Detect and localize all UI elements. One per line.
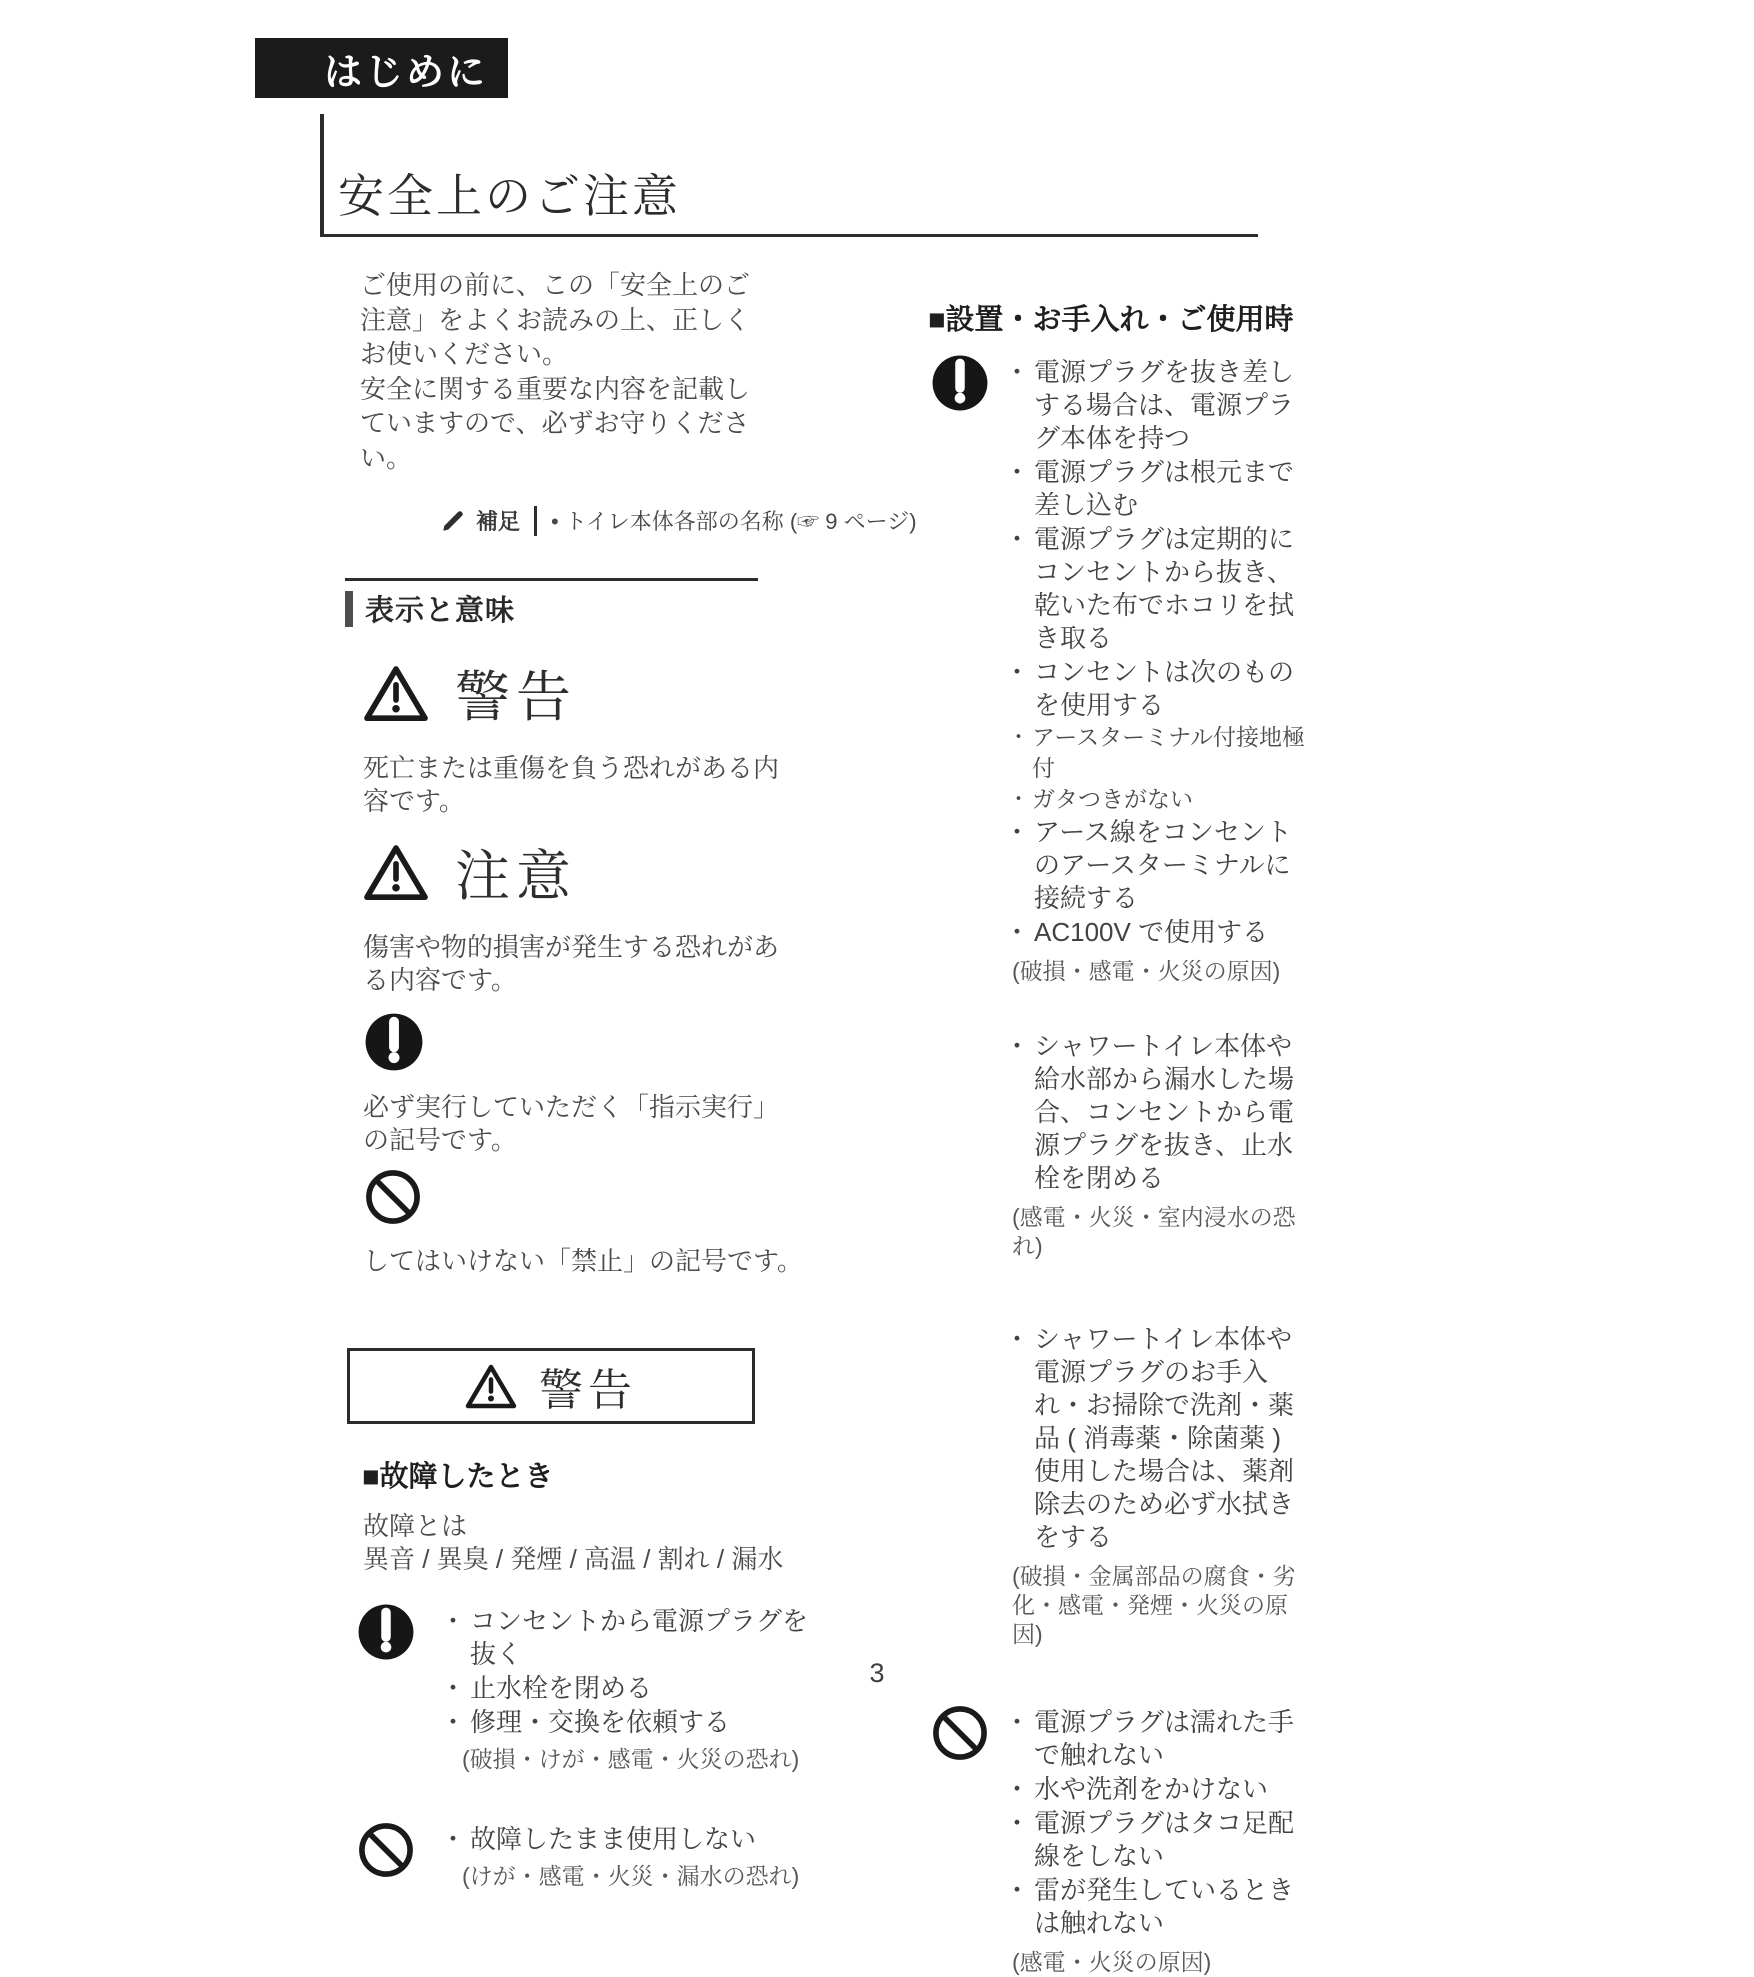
warning-desc: 死亡または重傷を負う恐れがある内容です。 (363, 753, 780, 816)
warning-label: 警告 (455, 666, 578, 728)
usage-leak-block (1004, 1030, 1313, 1261)
caution-triangle-icon (363, 843, 429, 901)
caution-label: 注意 (455, 845, 578, 907)
left-column (320, 268, 917, 1891)
hazard-note: (感電・火災の原因) (1012, 1949, 1212, 1975)
right-column (928, 303, 1313, 1977)
list-item: ・ 修理・交換を依頼する (440, 1706, 830, 1739)
warning-box (347, 1348, 755, 1424)
header-bar (345, 591, 353, 627)
prohibition-icon (932, 1705, 990, 1761)
sub-list-item: ・ アースターミナル付接地極付 (1004, 722, 1309, 784)
warning-sign-row (363, 653, 840, 732)
list-item: ・ 故障したまま使用しない (440, 1823, 830, 1856)
list-item: ・ アース線をコンセントのアースターミナルに接続する (1004, 816, 1309, 915)
hazard-note: (けが・感電・火災・漏水の恐れ) (462, 1863, 800, 1889)
list-item: ・ 電源プラグは濡れた手で触れない (1004, 1706, 1309, 1772)
intro-sentence-1: ご使用の前に、この「安全上のご注意」をよくお読みの上、正しくお使いください。 (360, 270, 751, 369)
list-item: ・ 電源プラグは定期的にコンセントから抜き、乾いた布でホコリを拭き取る (1004, 523, 1309, 655)
mandatory-desc: 必ず実行していただく「指示実行」の記号です。 (363, 1092, 780, 1155)
note-label: 補足 (476, 509, 521, 534)
pencil-icon (440, 508, 466, 534)
list-item: ・ シャワートイレ本体や電源プラグのお手入れ・お掃除で洗剤・薬品 ( 消毒薬・除菌薬 ) 使用した場合は、薬剤除去のため必ず水拭きをする (1004, 1323, 1313, 1554)
title-block (320, 114, 1258, 237)
intro-sentence-2: 安全に関する重要な内容を記載していますので、必ずお守りください。 (360, 373, 751, 473)
list-item: ・ 電源プラグを抜き差しする場合は、電源プラグ本体を持つ (1004, 356, 1309, 455)
caution-sign-row (363, 832, 840, 911)
list-item: ・ 雷が発生しているときは触れない (1004, 1874, 1309, 1940)
usage-prohibition-items (1004, 1705, 1309, 1977)
warning-box-label: 警告 (539, 1366, 637, 1415)
legend-header-label: 表示と意味 (365, 595, 516, 627)
warning-triangle-icon (363, 664, 429, 722)
failure-section-header: ■故障したとき (362, 1461, 554, 1493)
note-divider (534, 506, 537, 536)
failure-mandatory-group (320, 1604, 840, 1774)
list-item: ・ シャワートイレ本体や給水部から漏水した場合、コンセントから電源プラグを抜き、止水栓を閉める (1004, 1030, 1313, 1195)
intro-paragraph (360, 268, 768, 475)
hazard-note: (破損・けが・感電・火災の恐れ) (462, 1746, 800, 1772)
failure-prohibition-items (440, 1822, 830, 1891)
note-item: • トイレ本体各部の名称 (☞ 9 ページ) (551, 505, 917, 536)
usage-clean-block (1004, 1323, 1313, 1649)
sub-list-item: ・ ガタつきがない (1004, 784, 1309, 815)
failure-def-line-2: 異音 / 異臭 / 発煙 / 高温 / 割れ / 漏水 (363, 1544, 784, 1574)
section-tab-label: はじめに (323, 51, 488, 94)
usage-section-header: ■設置・お手入れ・ご使用時 (928, 304, 1294, 336)
mandatory-icon (365, 1013, 840, 1071)
hazard-note: (破損・金属部品の腐食・劣化・感電・発煙・火災の原因) (1012, 1563, 1296, 1647)
prohibition-icon (358, 1822, 416, 1878)
list-item: ・ 電源プラグはタコ足配線をしない (1004, 1807, 1309, 1873)
caution-desc: 傷害や物的損害が発生する恐れがある内容です。 (363, 932, 780, 995)
list-item: ・ AC100V で使用する (1004, 916, 1309, 949)
list-item: ・ 止水栓を閉める (440, 1672, 830, 1705)
mandatory-icon (932, 355, 990, 411)
prohibition-icon (365, 1169, 840, 1225)
failure-prohibition-group (320, 1822, 840, 1891)
list-item: ・ コンセントは次のものを使用する (1004, 656, 1309, 722)
warning-triangle-icon (465, 1363, 517, 1409)
failure-def-line-1: 故障とは (363, 1511, 468, 1541)
hazard-note: (感電・火災・室内浸水の恐れ) (1012, 1204, 1296, 1259)
usage-mandatory-items (1004, 355, 1309, 986)
section-tab (255, 38, 508, 98)
page-title: 安全上のご注意 (338, 170, 681, 222)
list-item: ・ 水や洗剤をかけない (1004, 1773, 1309, 1806)
usage-mandatory-group (928, 355, 1313, 986)
list-item: ・ 電源プラグは根元まで差し込む (1004, 456, 1309, 522)
list-item: ・ コンセントから電源プラグを抜く (440, 1605, 830, 1671)
legend-section-header (345, 578, 758, 629)
prohibition-desc: してはいけない「禁止」の記号です。 (363, 1246, 803, 1276)
page-number: 3 (869, 1658, 885, 1688)
supplement-note (440, 505, 917, 536)
usage-prohibition-group (928, 1705, 1313, 1977)
failure-definition (363, 1510, 840, 1576)
hazard-note: (破損・感電・火災の原因) (1012, 958, 1281, 984)
failure-mandatory-items (440, 1604, 830, 1774)
mandatory-icon (358, 1604, 416, 1660)
